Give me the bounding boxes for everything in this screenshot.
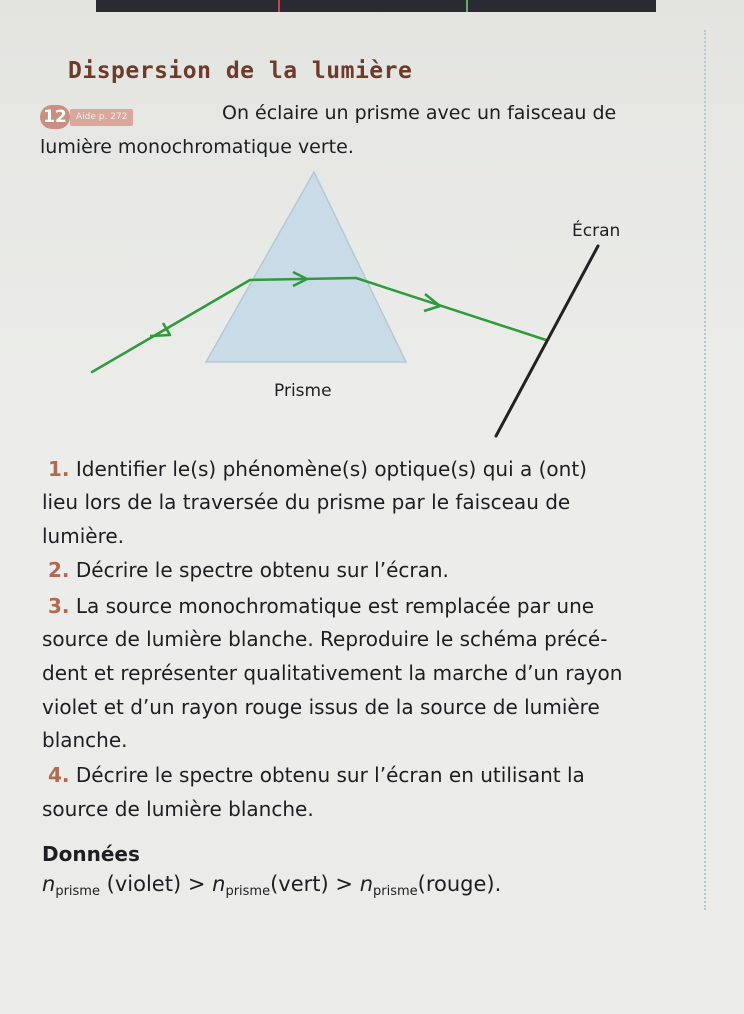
question-1-line-3: lumière. (42, 524, 125, 548)
question-4-line-2: source de lumière blanche. (42, 797, 314, 821)
donnees-heading: Données (42, 842, 140, 866)
question-3-line-1: 3. La source monochromatique est remplacée par une (48, 594, 595, 618)
question-3-line-3: dent et représenter qualitativement la marche d’un rayon (42, 661, 623, 685)
prism-triangle (206, 172, 406, 362)
intro-text-line-2: lumière monochromatique verte. (40, 136, 354, 158)
screen-line (496, 246, 598, 436)
bar-mark-green (466, 0, 468, 12)
question-2-line-1: 2. Décrire le spectre obtenu sur l’écran. (48, 558, 449, 582)
question-3-number: 3. (48, 594, 70, 618)
question-3-line-2: source de lumière blanche. Reproduire le schéma précé- (42, 627, 608, 651)
question-1-line-1: 1. Identifier le(s) phénomène(s) optique(s) qui a (ont) (48, 457, 587, 481)
bar-mark-red (278, 0, 280, 12)
question-3-line-5: blanche. (42, 728, 128, 752)
question-2-number: 2. (48, 558, 70, 582)
screen-label: Écran (572, 221, 621, 241)
prism-diagram (0, 160, 744, 450)
top-color-bar (96, 0, 656, 12)
question-3-line-4: violet et d’un rayon rouge issus de la source de lumière (42, 695, 600, 719)
prism-label: Prisme (274, 381, 332, 401)
question-1-line-2: lieu lors de la traversée du prisme par le faisceau de (42, 490, 571, 514)
aide-page-reference[interactable]: Aide p. 272 (70, 109, 133, 126)
intro-text-line-1: On éclaire un prisme avec un faisceau de (222, 102, 617, 124)
exercise-title: Dispersion de la lumière (68, 58, 413, 84)
question-4-line-1: 4. Décrire le spectre obtenu sur l’écran en utilisant la (48, 763, 585, 787)
question-1-number: 1. (48, 457, 70, 481)
question-4-number: 4. (48, 763, 70, 787)
refractive-index-relation: $n_{prisme}$ (violet) > $n_{prisme}(vert)$ > $n_{prisme}(rouge)$. (42, 872, 502, 899)
exercise-number-badge: 12 (40, 105, 70, 129)
incident-ray-arrow (150, 323, 170, 336)
